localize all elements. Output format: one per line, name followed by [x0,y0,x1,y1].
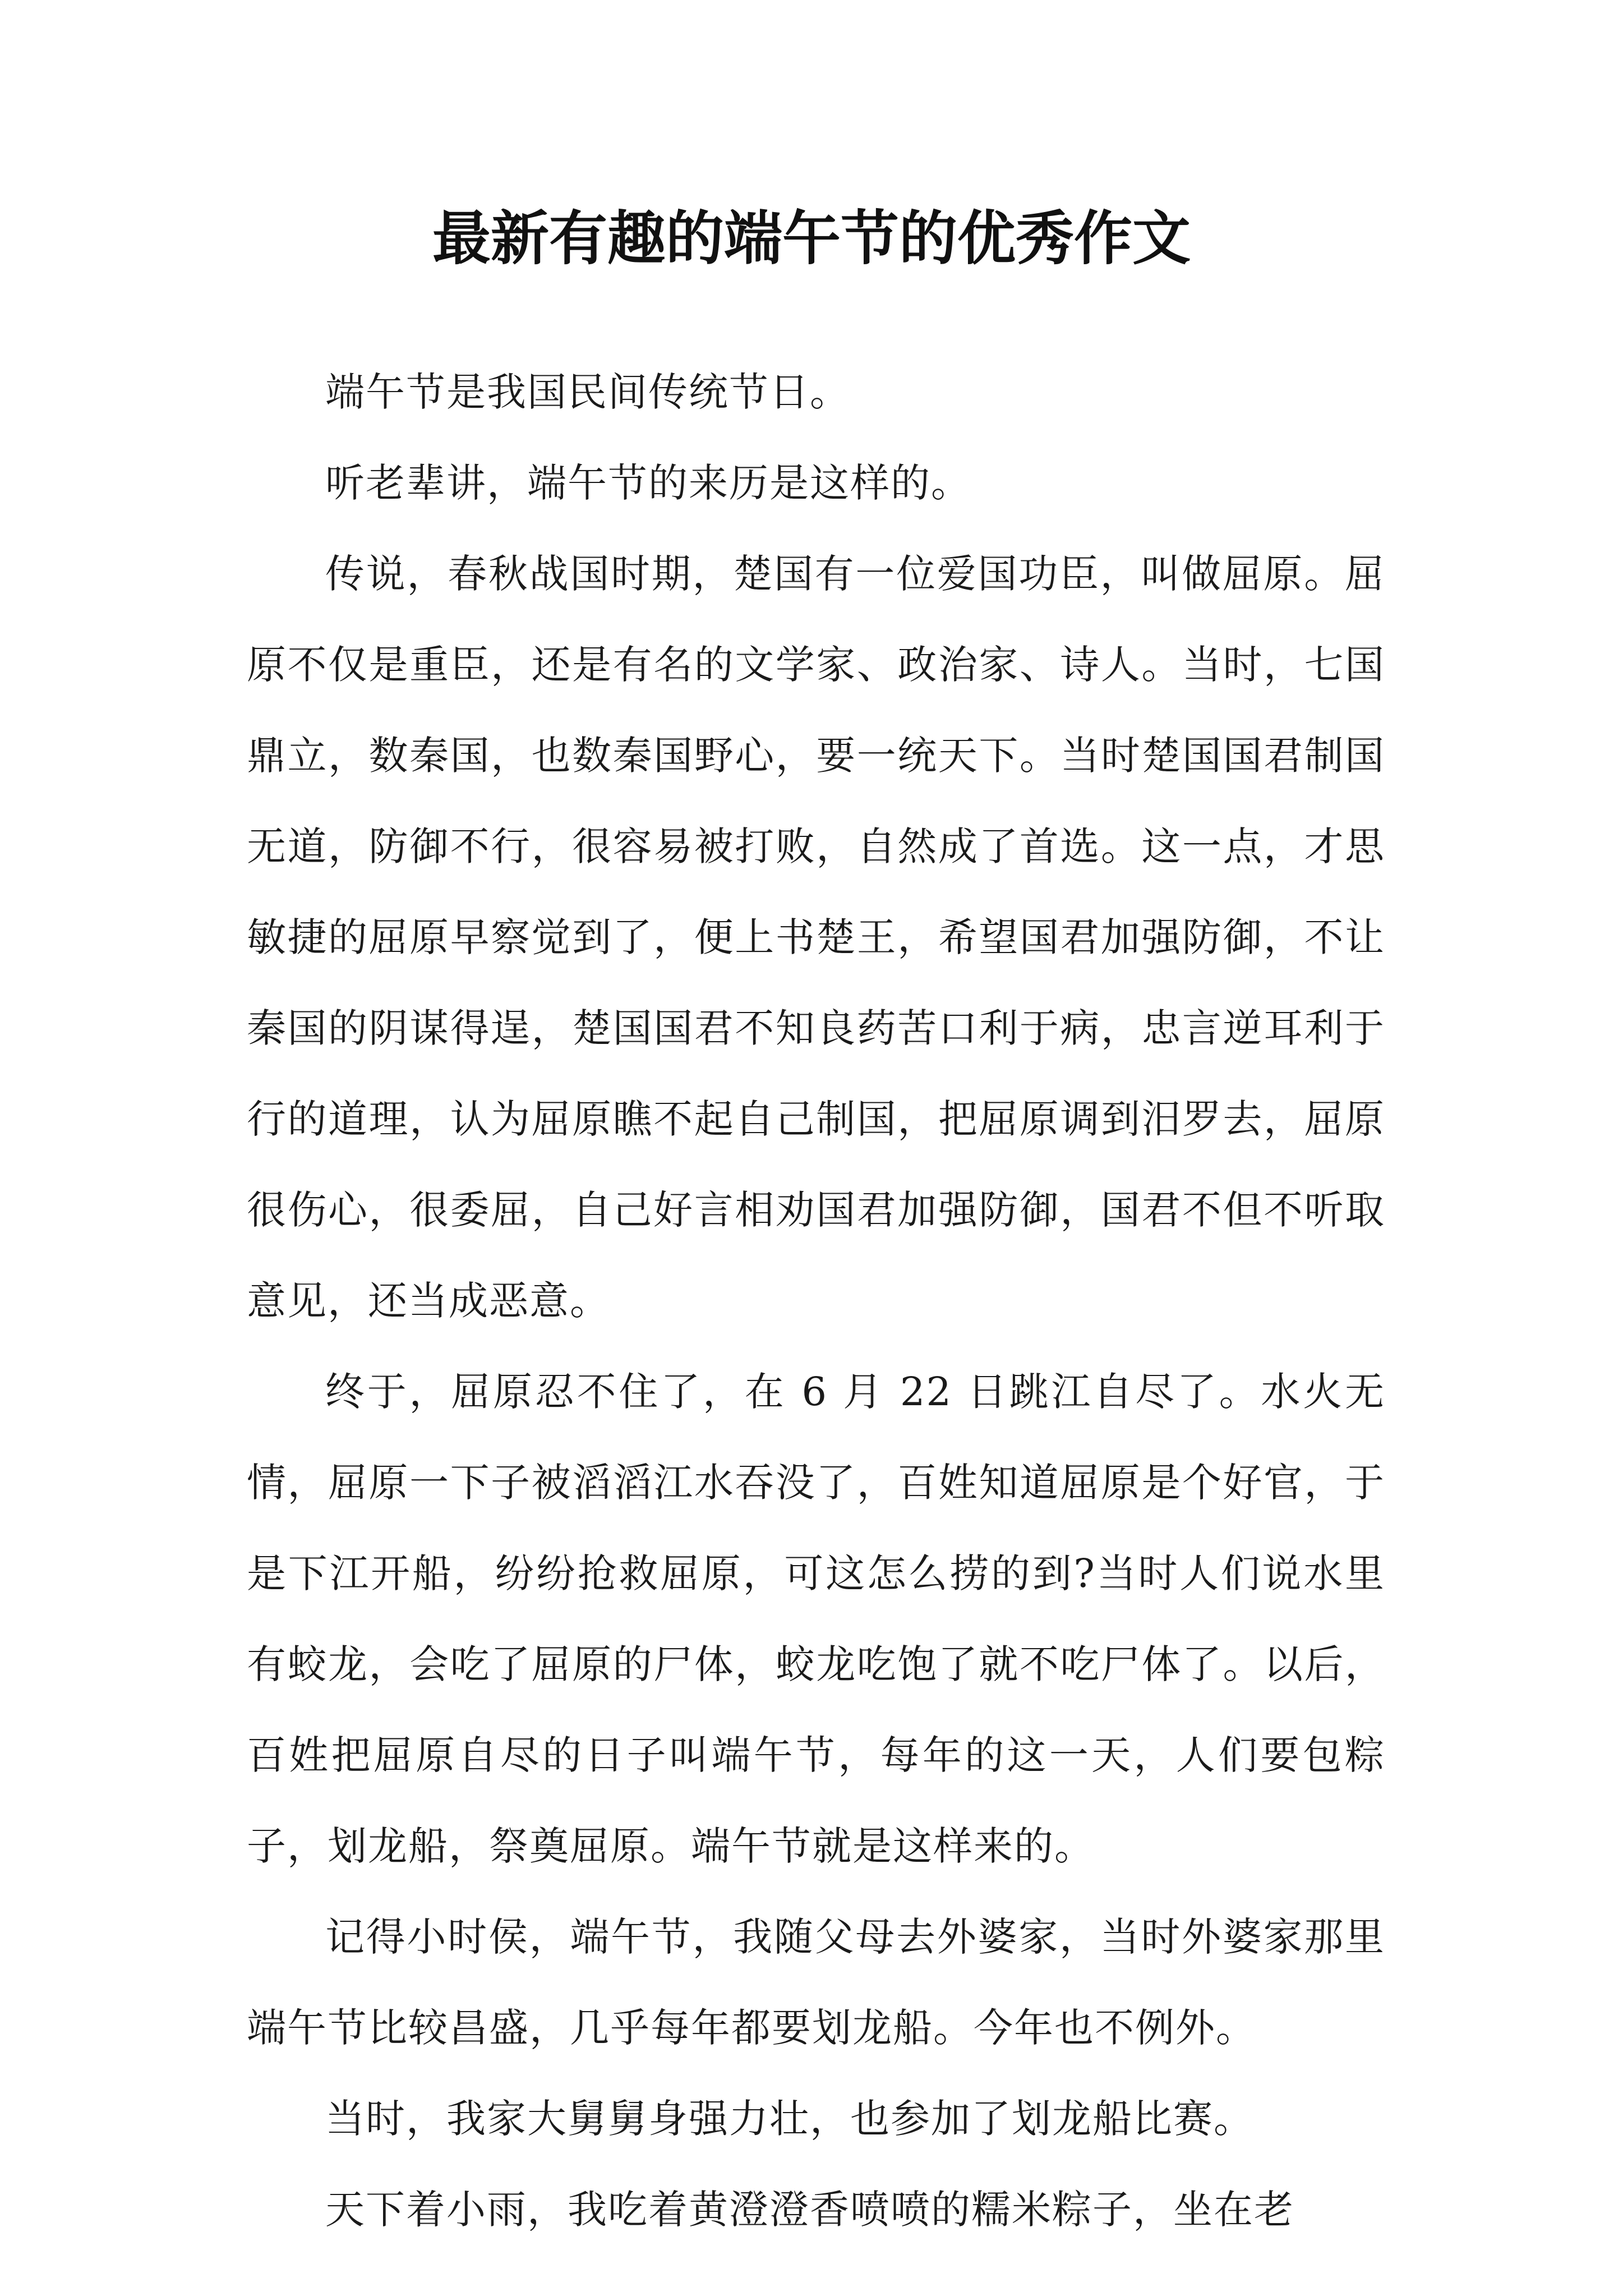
paragraph-6: 当时，我家大舅舅身强力壮，也参加了划龙船比赛。 [325,2096,1254,2142]
document-body [247,347,1385,2255]
paragraph-5: 记得小时侯，端午节，我随父母去外婆家，当时外婆家那里端午节比较昌盛，几乎每年都要划龙船。今年也不例外。 [247,1914,1385,2051]
paragraph-3: 传说，春秋战国时期，楚国有一位爱国功臣，叫做屈原。屈原不仅是重臣，还是有名的文学家、政治家、诗人。当时，七国鼎立，数秦国，也数秦国野心，要一统天下。当时楚国国君制国无道，防御不行，很容易被打败，自然成了首选。这一点，才思敏捷的屈原早察觉到了，便上书楚王，希望国君加强防御，不让秦国的阴谋得逞，楚国国君不知良药苦口利于病，忠言逆耳利于行的道理，认为屈原瞧不起自己制国，把屈原调到汨罗去，屈原很伤心，很委屈，自己好言相劝国君加强防御，国君不但不听取意见，还当成恶意。 [247,551,1385,1324]
paragraph-2: 听老辈讲，端午节的来历是这样的。 [325,460,971,506]
paragraph-1: 端午节是我国民间传统节日。 [325,369,850,415]
paragraph-4: 终于，屈原忍不住了，在 6 月 22 日跳江自尽了。水火无情，屈原一下子被滔滔江水吞没了，百姓知道屈原是个好官，于是下江开船，纷纷抢救屈原，可这怎么捞的到?当时人们说水里有蛟龙，会吃了屈原的尸体，蛟龙吃饱了就不吃尸体了。以后，百姓把屈原自尽的日子叫端午节，每年的这一天，人们要包粽子，划龙船，祭奠屈原。端午节就是这样来的。 [247,1369,1385,1869]
document-title: 最新有趣的端午节的优秀作文 [432,204,1191,273]
paragraph-7: 天下着小雨，我吃着黄澄澄香喷喷的糯米粽子，坐在老 [325,2187,1294,2233]
